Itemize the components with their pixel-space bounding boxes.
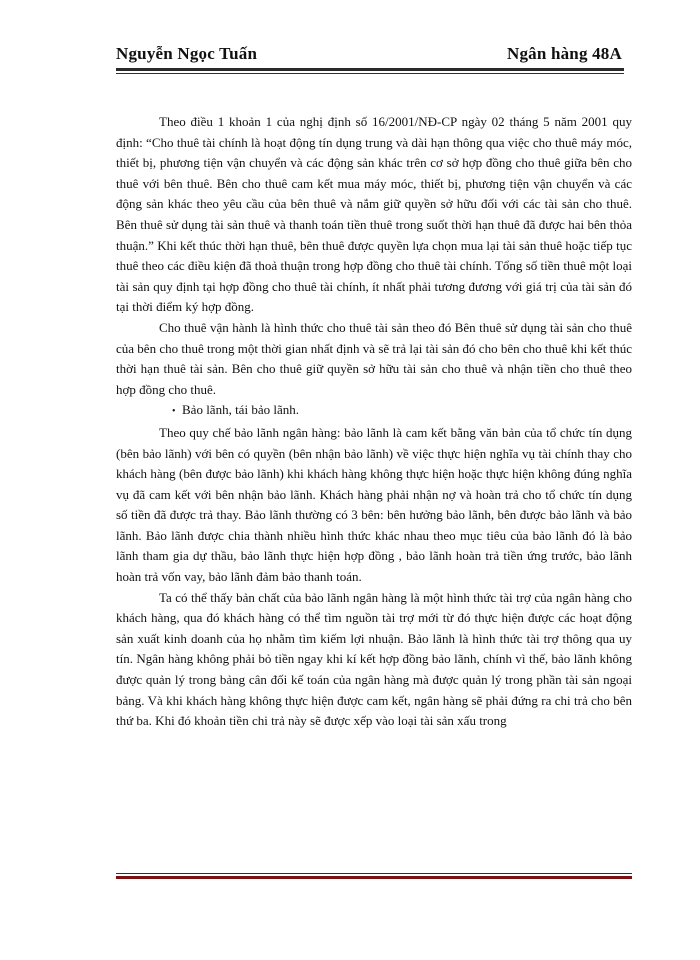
bullet-icon: • (172, 406, 176, 418)
bullet-text: Bảo lãnh, tái bảo lãnh. (182, 402, 299, 418)
header-rule (116, 68, 624, 74)
paragraph-guarantee-nature: Ta có thể thấy bản chất của bảo lãnh ngân hàng là một hình thức tài trợ của ngân hàng cho khách hàng, qua đó khách hàng có thể tìm nguồn tài trợ mới từ đó thực hiện được các hoạt động sản xuất kinh doanh của họ nhằm tìm kiếm lợi nhuận. Bảo lãnh là hình thức tài trợ thông qua uy tín. Ngân hàng không phải bỏ tiền ngay khi kí kết hợp đồng bảo lãnh, chính vì thế, bảo lãnh không được quản lý trong bảng cân đối kế toán của ngân hàng mà được quản lý trong phần tài sản ngoại bảng. Và khi khách hàng không thực hiện được cam kết, ngân hàng sẽ phải đứng ra chi trả cho bên thứ ba. Khi đó khoản tiền chi trả này sẽ được xếp vào loại tài sản xấu trong (116, 589, 632, 729)
footer-rule-thin (116, 873, 632, 874)
header-author: Nguyễn Ngọc Tuấn (116, 44, 258, 63)
document-body (116, 112, 632, 732)
page-header (116, 44, 622, 68)
bullet-item-guarantee (116, 400, 632, 423)
footer-rule (116, 873, 632, 881)
paragraph-financial-leasing: Theo điều 1 khoản 1 của nghị định số 16/2001/NĐ-CP ngày 02 tháng 5 năm 2001 quy định: “Cho thuê tài chính là hoạt động tín dụng trung và dài hạn thông qua việc cho thuê máy móc, thiết bị, phương tiện vận chuyển và các động sản khác trên cơ sở hợp đồng cho thuê giữa bên cho thuê với bên thuê. Bên cho thuê cam kết mua máy móc, thiết bị, phương tiện vận chuyển và các động sản khác theo yêu cầu của bên thuê và nắm giữ quyền sở hữu đối với các tài sản cho thuê. Bên thuê sử dụng tài sản thuê và thanh toán tiền thuê trong suốt thời hạn thuê đã được hai bên thỏa thuận.” Khi kết thúc thời hạn thuê, bên thuê được quyền lựa chọn mua lại tài sản thuê hoặc tiếp tục thuê theo các điều kiện đã thoả thuận trong hợp đồng cho thuê tài chính. Tổng số tiền thuê một loại tài sản quy định tại hợp đồng cho thuê tài chính, ít nhất phải tương đương với giá trị của tài sản đó tại thời điểm ký hợp đồng. (116, 114, 632, 315)
footer-rule-thick (116, 876, 632, 879)
header-rule-thin (116, 73, 624, 74)
header-class: Ngân hàng 48A (506, 44, 622, 63)
header-rule-thick (116, 68, 624, 71)
paragraph-operating-leasing: Cho thuê vận hành là hình thức cho thuê tài sản theo đó Bên thuê sử dụng tài sản cho thuê của bên cho thuê trong một thời gian nhất định và sẽ trả lại tài sản đó cho bên cho thuê khi kết thúc thời hạn thuê tài sản. Bên cho thuê giữ quyền sở hữu tài sản cho thuê và nhận tiền cho thuê theo hợp đồng cho thuê. (116, 319, 632, 397)
paragraph-guarantee-definition: Theo quy chế bảo lãnh ngân hàng: bảo lãnh là cam kết bằng văn bản của tổ chức tín dụng (bên bảo lãnh) với bên có quyền (bên nhận bảo lãnh) về việc thực hiện nghĩa vụ tài chính thay cho khách hàng (bên được bảo lãnh) khi khách hàng không thực hiện hoặc thực hiện không đúng nghĩa vụ đã cam kết với bên nhận bảo lãnh. Khách hàng phải nhận nợ và hoàn trả cho tổ chức tín dụng số tiền đã được trả thay. Bảo lãnh thường có 3 bên: bên hưởng bảo lãnh, bên được bảo lãnh và bảo lãnh. Bảo lãnh được chia thành nhiều hình thức khác nhau theo mục tiêu của bảo lãnh đó là bảo lãnh tham gia dự thầu, bảo lãnh thực hiện hợp đồng , bảo lãnh hoàn trả tiền ứng trước, bảo lãnh hoàn trả vốn vay, bảo lãnh đảm bảo thanh toán. (116, 424, 632, 585)
